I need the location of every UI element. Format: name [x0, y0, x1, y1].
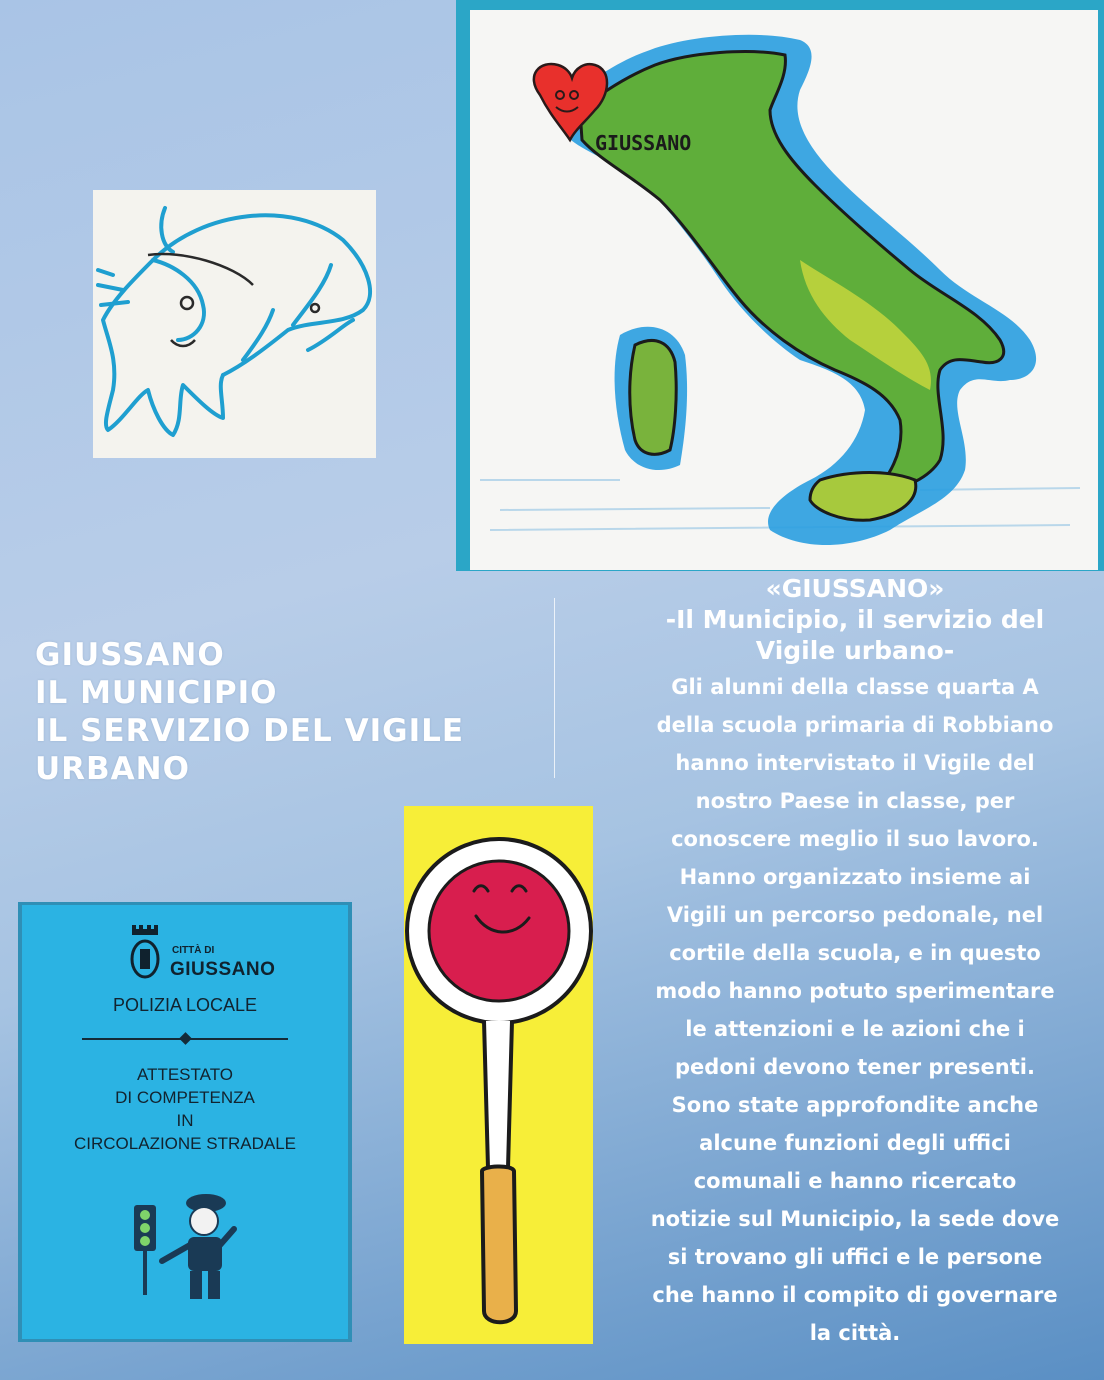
- body-line: Vigili un percorso pedonale, nel: [666, 903, 1044, 927]
- certificate-title-line: IN: [176, 1111, 194, 1130]
- certificate-face: [22, 905, 348, 1339]
- description-heading: «GIUSSANO»: [765, 574, 945, 603]
- description-subheading-line: -Il Municipio, il servizio del: [665, 605, 1045, 634]
- city-prefix: CITTÀ DI: [172, 945, 215, 956]
- map-label: GIUSSANO: [595, 131, 692, 155]
- title-line: GIUSSANO: [35, 637, 225, 673]
- body-line: la città.: [809, 1321, 901, 1345]
- title-line: URBANO: [35, 751, 190, 787]
- map-paper: [470, 10, 1098, 570]
- stop-paddle-icon: [404, 806, 593, 1344]
- certificate-title-line: CIRCOLAZIONE STRADALE: [74, 1134, 296, 1153]
- body-line: alcune funzioni degli uffici: [699, 1131, 1011, 1155]
- body-line: che hanno il compito di governare: [652, 1283, 1058, 1307]
- body-line: conoscere meglio il suo lavoro.: [671, 827, 1039, 851]
- vertical-divider: [554, 598, 555, 778]
- department-label: POLIZIA LOCALE: [112, 995, 258, 1015]
- certificate-title-line: ATTESTATO: [136, 1065, 234, 1084]
- body-line: nostro Paese in classe, per: [695, 789, 1015, 813]
- certificate-title-line: DI COMPETENZA: [115, 1088, 255, 1107]
- body-line: Gli alunni della classe quarta A: [671, 675, 1039, 699]
- city-name: GIUSSANO: [170, 959, 276, 980]
- description-body: [610, 668, 1100, 1352]
- body-line: cortile della scuola, e in questo: [669, 941, 1041, 965]
- whale-drawing: [93, 190, 376, 458]
- italy-map-drawing: [456, 0, 1104, 571]
- body-line: Sono state approfondite anche: [671, 1093, 1039, 1117]
- certificate-card: [18, 902, 352, 1342]
- body-line: comunali e hanno ricercato: [693, 1169, 1017, 1193]
- body-line: Hanno organizzato insieme ai: [679, 865, 1031, 889]
- page-title: [35, 636, 535, 788]
- body-line: si trovano gli uffici e le persone: [667, 1245, 1043, 1269]
- body-line: le attenzioni e le azioni che i: [685, 1017, 1025, 1041]
- stop-paddle-drawing: [404, 806, 593, 1344]
- body-line: hanno intervistato il Vigile del: [675, 751, 1035, 775]
- body-line: pedoni devono tener presenti.: [675, 1055, 1035, 1079]
- description-subheading-line: Vigile urbano-: [755, 636, 955, 665]
- italy-map-icon: [470, 10, 1098, 570]
- body-line: modo hanno potuto sperimentare: [655, 979, 1055, 1003]
- body-line: della scuola primaria di Robbiano: [656, 713, 1054, 737]
- title-line: IL SERVIZIO DEL VIGILE: [35, 713, 465, 749]
- body-line: notizie sul Municipio, la sede dove: [650, 1207, 1060, 1231]
- diamond-icon: [179, 1032, 192, 1045]
- whale-sketch-icon: [93, 190, 376, 458]
- title-line: IL MUNICIPIO: [35, 675, 278, 711]
- traffic-officer-icon: [132, 1185, 242, 1305]
- description-block: [610, 573, 1100, 1352]
